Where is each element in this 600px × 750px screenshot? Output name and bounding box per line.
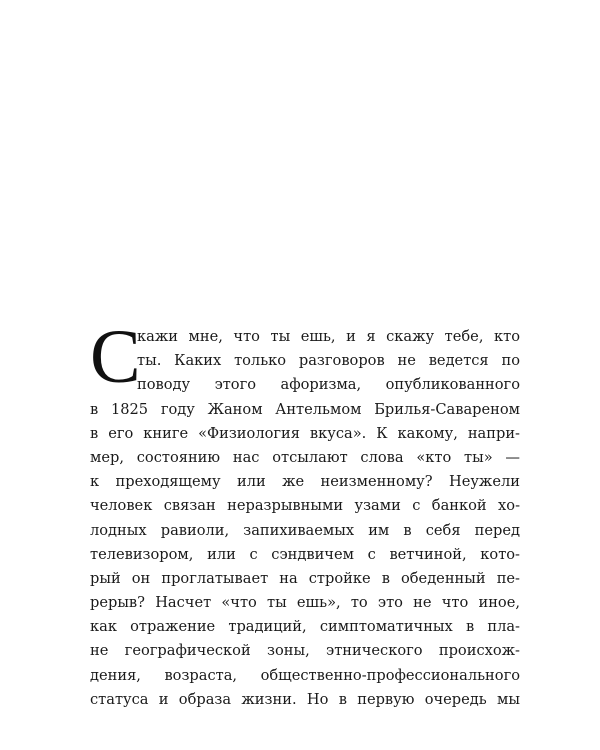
text-line: ты. Каких только разговоров не ведется по	[137, 352, 520, 370]
text-line: человек связан неразрывными узами с банкой хо-	[90, 497, 520, 515]
text-line: рерыв? Насчет «что ты ешь», то это не что иное,	[90, 594, 520, 612]
text-line: телевизором, или с сэндвичем с ветчиной, кото-	[90, 545, 520, 563]
text-line: лодных равиоли, запихиваемых им в себя перед	[90, 521, 520, 539]
text-line: мер, состоянию нас отсылают слова «кто ты» —	[90, 448, 520, 466]
drop-cap: С	[90, 315, 141, 399]
text-line: в его книге «Физиология вкуса». К какому, напри-	[90, 424, 520, 442]
text-line: как отражение традиций, симптоматичных в пла-	[90, 618, 520, 636]
text-line: поводу этого афоризма, опубликованного	[137, 376, 520, 394]
text-line: к преходящему или же неизменному? Неужели	[90, 473, 520, 491]
text-line: дения, возраста, общественно-профессионального	[90, 666, 520, 684]
text-line: не географической зоны, этнического происхож-	[90, 642, 520, 660]
text-line: в 1825 году Жаном Антельмом Брилья-Савареном	[90, 400, 520, 418]
text-line: кажи мне, что ты ешь, и я скажу тебе, кто	[137, 328, 520, 345]
body-text	[90, 315, 520, 712]
text-line: рый он проглатывает на стройке в обеденный пе-	[90, 569, 520, 587]
text-line: статуса и образа жизни. Но в первую очередь мы	[90, 690, 520, 708]
